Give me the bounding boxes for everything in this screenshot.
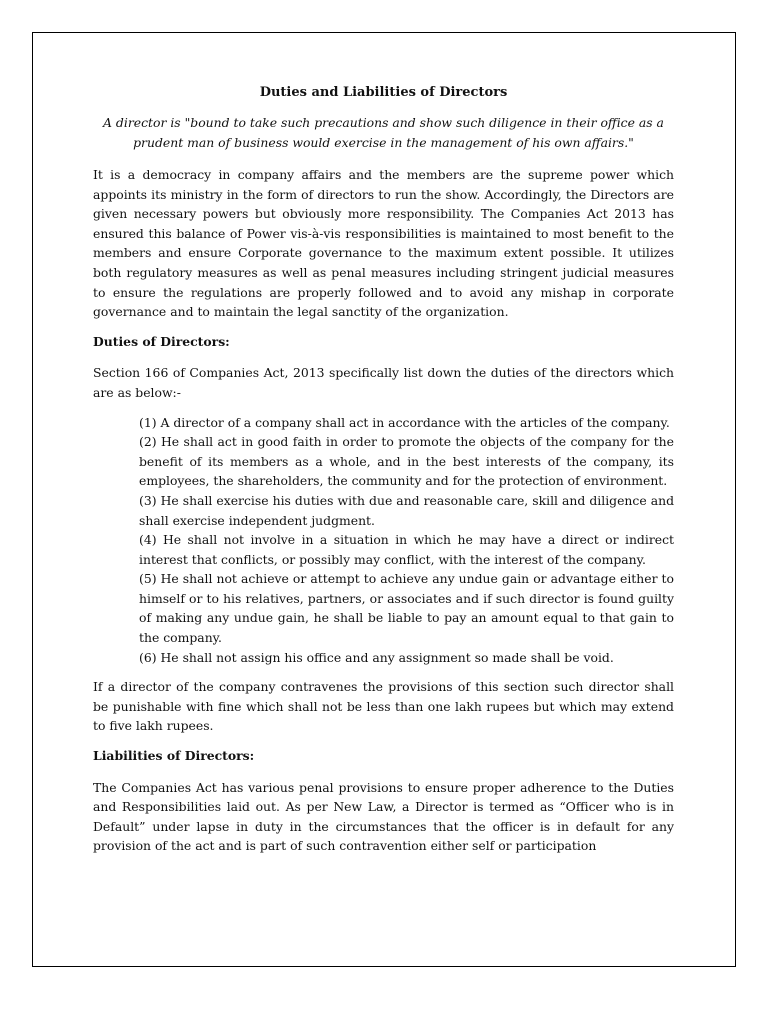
duties-heading: Duties of Directors:: [93, 333, 230, 349]
duty-item-3: (3) He shall exercise his duties with due and reasonable care, skill and diligence and shall exercise independent judgment.: [139, 492, 674, 528]
duty-item-6: (6) He shall not assign his office and any assignment so made shall be void.: [139, 649, 614, 665]
duties-list: [139, 413, 674, 668]
duty-item-2: (2) He shall act in good faith in order to promote the objects of the company for the benefit of its members as a whole, and in the best interests of the company, its employees, the shareholders, the community and for the protection of environment.: [139, 434, 674, 489]
document-title: Duties and Liabilities of Directors: [259, 85, 508, 100]
liabilities-heading: Liabilities of Directors:: [93, 748, 255, 764]
duty-item-5: (5) He shall not achieve or attempt to achieve any undue gain or advantage either to himself or to his relatives, partners, or associates and if such director is found guilty of making any undue gain, he shall be liable to pay an amount equal to that gain to the company.: [139, 571, 674, 646]
intro-paragraph: It is a democracy in company affairs and the members are the supreme power which appoints its ministry in the form of directors to run the show. Accordingly, the Directors are given necessary powers but obviously more responsibility. The Companies Act 2013 has ensured this balance of Power vis-à-vis responsibilities is maintained to most benefit to the members and ensure Corporate governance to the maximum extent possible. It utilizes both regulatory measures as well as penal measures including stringent judicial measures to ensure the regulations are properly followed and to avoid any mishap in corporate governance and to maintain the legal sanctity of the organization.: [93, 167, 674, 320]
duties-intro-paragraph: Section 166 of Companies Act, 2013 specifically list down the duties of the directors which are as below:-: [93, 365, 674, 400]
document-body: [93, 83, 674, 866]
penalty-paragraph: If a director of the company contravenes the provisions of this section such director shall be punishable with fine which shall not be less than one lakh rupees but which may extend to five lakh rupees.: [93, 679, 674, 734]
duty-item-4: (4) He shall not involve in a situation in which he may have a direct or indirect interest that conflicts, or possibly may conflict, with the interest of the company.: [139, 532, 674, 567]
liabilities-paragraph: The Companies Act has various penal provisions to ensure proper adherence to the Duties and Responsibilities laid out. As per New Law, a Director is termed as “Officer who is in Default” under lapse in duty in the circumstances that the officer is in default for any provision of the act and is part of such contravention either self or participation: [93, 779, 674, 854]
duty-item-1: (1) A director of a company shall act in accordance with the articles of the company.: [139, 414, 670, 430]
director-quote: A director is "bound to take such precautions and show such diligence in their office as a prudent man of business would exercise in the management of his own affairs.": [103, 115, 664, 150]
